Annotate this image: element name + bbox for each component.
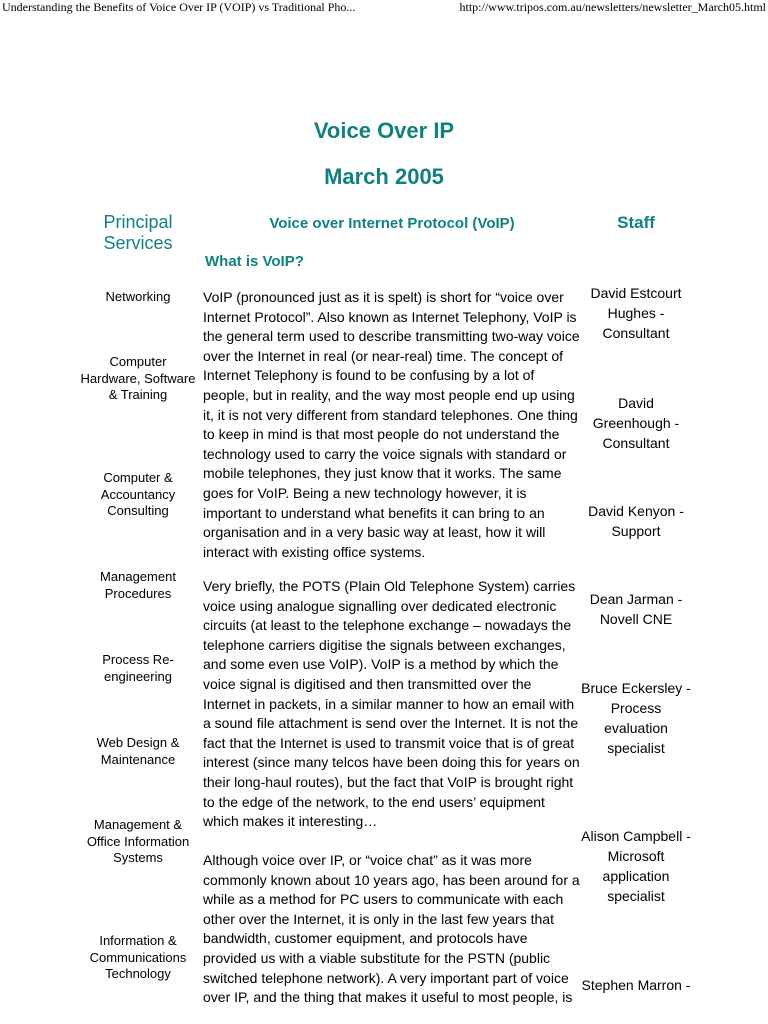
staff-column [580, 212, 692, 993]
service-item: Information & Communications Technology [89, 933, 187, 981]
staff-heading: Staff [617, 213, 655, 232]
staff-member: David Greenhough - Consultant [592, 395, 680, 451]
services-heading: Principal Services [103, 212, 173, 253]
service-item: Process Re-engineering [102, 652, 174, 684]
page-url[interactable]: http://www.tripos.com.au/newsletters/newsletter_March05.html [459, 0, 766, 14]
service-item: Management & Office Information Systems [86, 817, 190, 865]
article-paragraph: Very briefly, the POTS (Plain Old Telephone System) carries voice using analogue signalling over dedicated electronic circuits (at least to the telephone exchange – nowadays the telephone carriers digitise the signals between exchanges, and some even use VoIP). VoIP is a method by which the voice signal is digitised and then transmitted over the Internet in packets, in a similar manner to how an email with a sound file attachment is send over the Internet. It is not the fact that the Internet is used to transmit voice that is of great interest (since many telcos have been doing this for years on their long-haul routes), but the fact that VoIP is brought right to the edge of the network, to the end users’ equipment which makes it interesting… [203, 578, 580, 830]
service-item: Networking [105, 289, 171, 304]
staff-member: Dean Jarman - Novell CNE [589, 591, 683, 627]
print-header [0, 0, 768, 18]
article-subheading: What is VoIP? [205, 253, 304, 270]
staff-member: David Kenyon - Support [588, 503, 684, 539]
newsletter-title: Voice Over IP [313, 118, 455, 143]
article-paragraph: Although voice over IP, or “voice chat” as it was more commonly known about 10 years ago, has been around for a while as a method for PC users to communicate with each other over the Internet, it is only in the last few years that bandwidth, customer equipment, and protocols have provided us with a viable substitute for the PSTN (public switched telephone network). A very important part of voice over IP, and the thing that makes it useful to most people, is [203, 852, 580, 1006]
article-paragraph: VoIP (pronounced just as it is spelt) is short for “voice over Internet Protocol”. Also known as Internet Telephony, VoIP is the general term used to describe transmitting two-way voice over the Internet in real (or near-real) time. The concept of Internet Telephony is found to be confusing by a lot of people, but in reality, and the way most people end up using it, it is not very different from standard telephones. One thing to keep in mind is that most people do not understand the technology used to carry the voice signals with standard or mobile telephones, they just know that it works. The same goes for VoIP. Being a new technology however, it is important to understand what benefits it can bring to an organisation and in a very basic way at least, how it will interact with existing office systems. [203, 289, 580, 560]
page-title: Understanding the Benefits of Voice Over IP (VOIP) vs Traditional Pho... [2, 0, 356, 14]
service-item: Management Procedures [100, 569, 176, 601]
article-heading: Voice over Internet Protocol (VoIP) [269, 215, 515, 232]
staff-member: Stephen Marron - [581, 977, 691, 993]
newsletter-date: March 2005 [324, 164, 444, 189]
staff-member: Bruce Eckersley - Process evaluation specialist [581, 680, 691, 756]
services-column [78, 212, 198, 981]
service-item: Computer Hardware, Software & Training [80, 354, 196, 402]
service-item: Web Design & Maintenance [96, 735, 180, 767]
staff-member: Alison Campbell - Microsoft application specialist [581, 828, 691, 904]
service-item: Computer & Accountancy Consulting [100, 470, 176, 518]
staff-member: David Estcourt Hughes - Consultant [590, 285, 682, 341]
